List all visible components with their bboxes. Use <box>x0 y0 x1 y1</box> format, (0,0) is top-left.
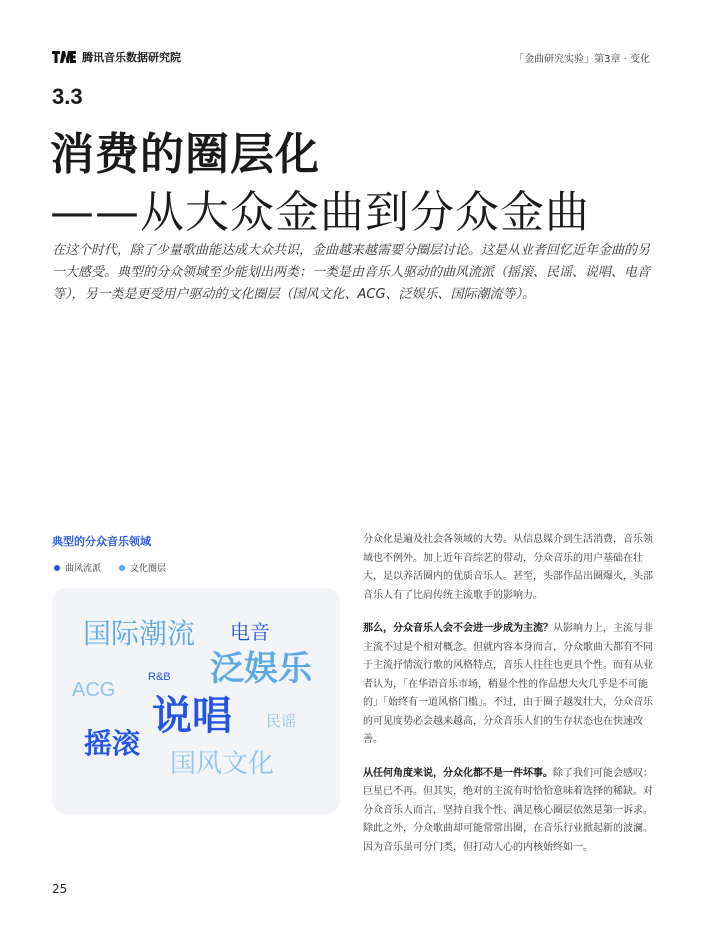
body-paragraph-3-lead: 从任何角度来说，分众化都不是一件坏事。 <box>363 767 553 779</box>
logo-text: 腾讯音乐数据研究院 <box>82 51 181 64</box>
word-shuochang: 说唱 <box>152 693 232 739</box>
brand-logo <box>52 49 181 65</box>
page-number: 25 <box>52 882 68 896</box>
word-fanyule: 泛娱乐 <box>210 649 312 689</box>
section-number: 3.3 <box>52 84 83 109</box>
legend-item-culture <box>119 561 166 574</box>
word-dianyin: 电音 <box>230 620 270 644</box>
word-guofengwenhua: 国风文化 <box>170 749 275 779</box>
tme-logo-icon <box>52 50 76 64</box>
legend-label-genre: 曲风流派 <box>65 564 102 574</box>
body-paragraph-2-lead: 那么，分众音乐人会不会进一步成为主流？ <box>363 623 553 634</box>
word-yaogun: 摇滚 <box>84 727 141 760</box>
legend-item-genre <box>54 561 101 574</box>
section-title-line1: 消费的圈层化 <box>50 129 320 180</box>
section-title-line2: ——从大众金曲到分众金曲 <box>50 187 590 238</box>
chart-title: 典型的分众音乐领域 <box>52 535 151 548</box>
body-text <box>363 531 653 872</box>
body-paragraph-2 <box>363 620 653 750</box>
body-paragraph-3-text: 除了我们可能会感叹：巨星已不再。但其实，绝对的主流有时恰恰意味着选择的稀缺。对分众音乐人而言，坚持自我个性、满足核心圈层依然是第一诉求。除此之外，分众歌曲却可能常常出圈，在音乐行业掀起新的波澜。因为音乐虽可分门类，但打动人心的内核始终如一。 <box>363 767 653 853</box>
legend-dot-culture <box>119 565 125 571</box>
chart-legend <box>54 561 166 574</box>
word-rnb: R&B <box>148 671 171 683</box>
intro-paragraph: 在这个时代，除了少量歌曲能达成大众共识，金曲越来越需要分圈层讨论。这是从业者回忆近年金曲的另一大感受。典型的分众领域至少能划出两类：一类是由音乐人驱动的曲风流派（摇滚、民谣、说唱、电音等），另一类是更受用户驱动的文化圈层（国风文化、ACG、泛娱乐、国际潮流等）。 <box>52 243 651 302</box>
body-paragraph-1: 分众化是遍及社会各领域的大势。从信息媒介到生活消费，音乐领域也不例外。加上近年音综艺的带动，分众音乐的用户基础在壮大，足以养活圈内的优质音乐人。甚至，头部作品出圈爆火，头部音乐人有了比肩传统主流歌手的影响力。 <box>363 534 653 601</box>
chapter-label: 「金曲研究实验」第3章 · 变化 <box>514 54 650 65</box>
word-cloud <box>52 588 340 814</box>
word-guojichaoliu: 国际潮流 <box>83 617 196 650</box>
word-minyao: 民谣 <box>266 712 297 730</box>
body-paragraph-3 <box>363 765 653 858</box>
legend-label-culture: 文化圈层 <box>130 564 167 574</box>
body-paragraph-2-text: 从影响力上，主流与非主流不过是个相对概念。但就内容本身而言，分众歌曲大都有不同于主流抒情流行歌的风格特点，音乐人往往也更具个性。而有从业者认为，「在华语音乐市场，稍显个性的作品想大火几乎是不可能的」「始终有一道风格门槛」。不过，由于圈子越发壮大，分众音乐的可见度势必会越来越高，分众音乐人们的生存状态也在快速改善。 <box>363 623 653 745</box>
word-acg: ACG <box>72 679 116 701</box>
legend-dot-genre <box>54 565 60 571</box>
